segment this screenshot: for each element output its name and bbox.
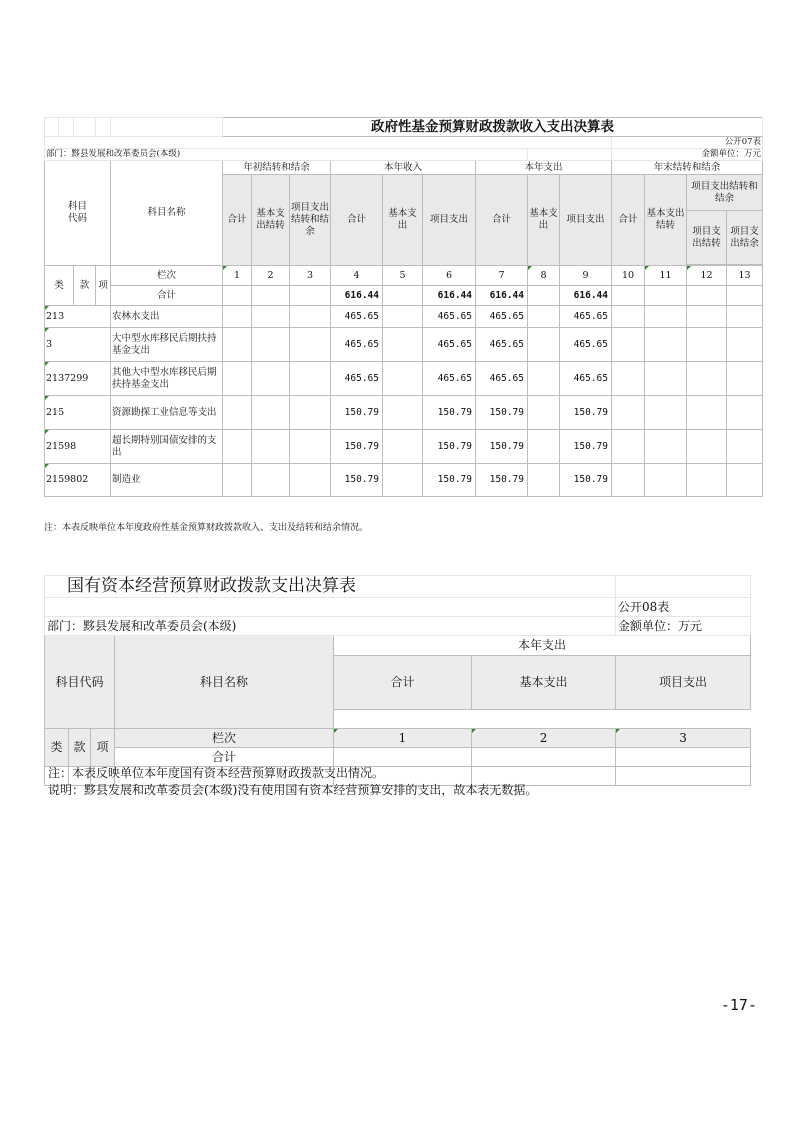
row-proj-expense: 465.65 [560, 362, 612, 396]
t2-total-header: 合计 [334, 656, 472, 710]
col-num: 4 [331, 266, 383, 286]
t2-subject-code-header: 科目代码 [45, 636, 115, 729]
row-income: 150.79 [331, 464, 383, 497]
row-proj-income: 465.65 [423, 362, 476, 396]
table2-note: 注：本表反映单位本年度国有资本经营预算财政拨款支出情况。 [48, 766, 385, 780]
row-name: 农林水支出 [111, 306, 223, 328]
row-expense: 465.65 [476, 328, 528, 362]
end-balance-header: 年末结转和结余 [612, 161, 763, 175]
row-expense: 150.79 [476, 430, 528, 464]
col-num: 3 [290, 266, 331, 286]
t2-lei: 类 [45, 729, 69, 767]
state-capital-table [44, 575, 751, 786]
row-code: 3 [45, 328, 111, 362]
t2-basic-header: 基本支出 [472, 656, 616, 710]
t2-total-row-label: 合计 [115, 748, 334, 767]
row-expense: 465.65 [476, 306, 528, 328]
table2-unit: 金额单位：万元 [616, 617, 751, 636]
h-basic-carry: 基本支出结转 [252, 175, 290, 266]
col-num: 11 [645, 266, 687, 286]
row-income: 150.79 [331, 430, 383, 464]
t2-col-num: 2 [472, 729, 616, 748]
row-income: 465.65 [331, 362, 383, 396]
h-total-4: 合计 [612, 175, 645, 266]
row-income: 465.65 [331, 328, 383, 362]
t2-col-num: 3 [616, 729, 751, 748]
col-num: 10 [612, 266, 645, 286]
lanci-label: 栏次 [111, 266, 223, 286]
subject-name-header: 科目名称 [111, 161, 223, 266]
table2-title: 国有资本经营预算财政拨款支出决算表 [45, 576, 616, 598]
row-income: 465.65 [331, 306, 383, 328]
col-num: 9 [560, 266, 612, 286]
col-num: 8 [528, 266, 560, 286]
kuan-header: 款 [74, 266, 96, 306]
table1-title: 政府性基金预算财政拨款收入支出决算表 [223, 118, 763, 137]
t2-expense-header: 本年支出 [334, 636, 751, 656]
table-row [45, 396, 763, 430]
table-row [45, 430, 763, 464]
row-name: 超长期特别国债安排的支出 [111, 430, 223, 464]
h-proj-carry-bal: 项目支出结转和结余 [290, 175, 331, 266]
row-proj-income: 465.65 [423, 306, 476, 328]
h-basic-expense: 基本支出 [528, 175, 560, 266]
h-basic-income: 基本支出 [383, 175, 423, 266]
government-fund-table [44, 117, 763, 497]
row-code: 21598 [45, 430, 111, 464]
begin-balance-header: 年初结转和结余 [223, 161, 331, 175]
t2-col-num: 1 [334, 729, 472, 748]
table-row [45, 362, 763, 396]
table2-dept: 部门：黟县发展和改革委员会(本级) [45, 617, 616, 636]
row-code: 2137299 [45, 362, 111, 396]
page-number: -17- [720, 996, 757, 1014]
table-row [45, 464, 763, 497]
row-expense: 150.79 [476, 396, 528, 430]
table-row [45, 306, 763, 328]
row-code: 2159802 [45, 464, 111, 497]
total-proj-expense: 616.44 [560, 286, 612, 306]
row-proj-expense: 150.79 [560, 396, 612, 430]
row-proj-expense: 465.65 [560, 328, 612, 362]
row-code: 213 [45, 306, 111, 328]
lei-header: 类 [45, 266, 74, 306]
h-proj-carry-end: 项目支出结转和结余 [687, 175, 763, 211]
h-proj-expense: 项目支出 [560, 175, 612, 266]
col-num: 13 [727, 266, 763, 286]
t2-proj-header: 项目支出 [616, 656, 751, 710]
row-proj-income: 150.79 [423, 464, 476, 497]
expense-header: 本年支出 [476, 161, 612, 175]
h-proj-income: 项目支出 [423, 175, 476, 266]
h-total-1: 合计 [223, 175, 252, 266]
total-expense: 616.44 [476, 286, 528, 306]
row-expense: 465.65 [476, 362, 528, 396]
total-income: 616.44 [331, 286, 383, 306]
income-header: 本年收入 [331, 161, 476, 175]
row-income: 150.79 [331, 396, 383, 430]
total-proj-income: 616.44 [423, 286, 476, 306]
t2-kuan: 款 [69, 729, 91, 767]
h-basic-carry-end: 基本支出结转 [645, 175, 687, 266]
row-name: 资源勘探工业信息等支出 [111, 396, 223, 430]
row-proj-expense: 465.65 [560, 306, 612, 328]
row-proj-income: 465.65 [423, 328, 476, 362]
table2-code: 公开08表 [616, 598, 751, 617]
total-label: 合计 [111, 286, 223, 306]
row-name: 其他大中型水库移民后期扶持基金支出 [111, 362, 223, 396]
row-proj-expense: 150.79 [560, 430, 612, 464]
table1-dept: 部门：黟县发展和改革委员会(本级) [45, 149, 528, 161]
table2-explanation: 说明：黟县发展和改革委员会(本级)没有使用国有资本经营预算安排的支出，故本表无数据。 [48, 783, 538, 797]
col-num: 1 [223, 266, 252, 286]
t2-subject-name-header: 科目名称 [115, 636, 334, 729]
t2-xiang: 项 [91, 729, 115, 767]
table-row [45, 328, 763, 362]
table1-code: 公开07表 [612, 137, 763, 149]
row-expense: 150.79 [476, 464, 528, 497]
col-num: 12 [687, 266, 727, 286]
col-num: 2 [252, 266, 290, 286]
row-proj-expense: 150.79 [560, 464, 612, 497]
row-proj-income: 150.79 [423, 396, 476, 430]
total-row [45, 286, 763, 306]
xiang-header: 项 [96, 266, 111, 306]
h-total-3: 合计 [476, 175, 528, 266]
t2-lanci: 栏次 [115, 729, 334, 748]
row-name: 大中型水库移民后期扶持基金支出 [111, 328, 223, 362]
table1-note: 注：本表反映单位本年度政府性基金预算财政拨款收入、支出及结转和结余情况。 [44, 523, 369, 533]
row-code: 215 [45, 396, 111, 430]
table1-unit: 金额单位：万元 [612, 149, 763, 161]
col-num: 6 [423, 266, 476, 286]
h-proj-exp-bal: 项目支出结余 [727, 211, 763, 265]
subject-code-header: 科目 代码 [45, 161, 111, 266]
h-total-2: 合计 [331, 175, 383, 266]
row-name: 制造业 [111, 464, 223, 497]
row-proj-income: 150.79 [423, 430, 476, 464]
col-num: 7 [476, 266, 528, 286]
h-proj-exp-carry: 项目支出结转 [687, 211, 727, 265]
col-num: 5 [383, 266, 423, 286]
